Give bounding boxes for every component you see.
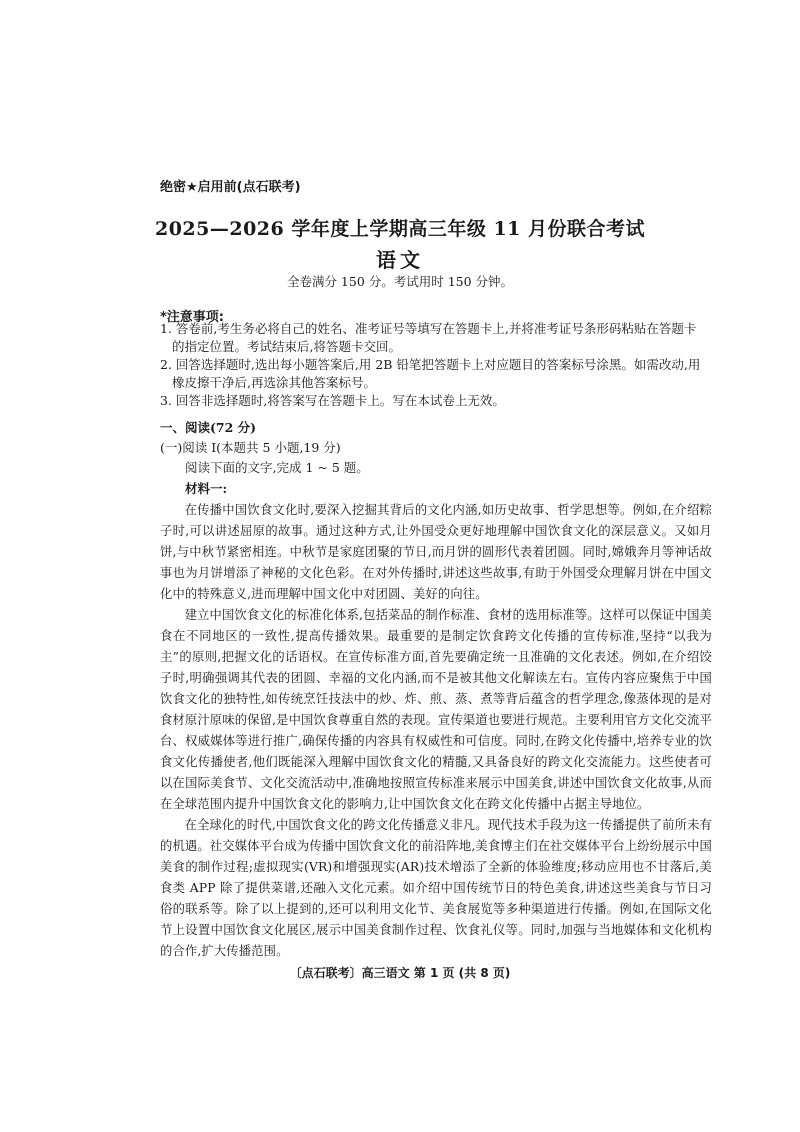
sub-section-heading: (一)阅读 I(本题共 5 小题,19 分) [160, 440, 341, 455]
material-text [160, 500, 712, 962]
secret-label: 绝密★启用前(点石联考) [160, 180, 301, 195]
note-item: 1. 答卷前,考生务必将自己的姓名、准考证号等填写在答题卡上,并将准考证号条形码粘贴在答题卡的指定位置。考试结束后,将答题卡交回。 [160, 321, 697, 354]
reading-instruction: 阅读下面的文字,完成 1 ~ 5 题。 [185, 460, 369, 475]
paragraph: 在传播中国饮食文化时,要深入挖掘其背后的文化内涵,如历史故事、哲学思想等。例如,在介绍粽子时,可以讲述屈原的故事。通过这种方式,让外国受众更好地理解中国饮食文化的深层意义。又如月饼,与中秋节紧密相连。中秋节是家庭团聚的节日,而月饼的圆形代表着团圆。同时,嫦娥奔月等神话故事也为月饼增添了神秘的文化色彩。在对外传播时,讲述这些故事,有助于外国受众理解月饼在中国文化中的特殊意义,进而理解中国文化中对团圆、美好的向往。 [160, 503, 712, 601]
paragraph: 在全球化的时代,中国饮食文化的跨文化传播意义非凡。现代技术手段为这一传播提供了前所未有的机遇。社交媒体平台成为传播中国饮食文化的前沿阵地,美食博主们在社交媒体平台上纷纷展示中国美食的制作过程;虚拟现实(VR)和增强现实(AR)技术增添了全新的体验维度;移动应用也不甘落后,美食类 APP 除了提供菜谱,还融入文化元素。如介绍中国传统节日的特色美食,讲述这些美食与节日习俗的联系等。除了以上提到的,还可以利用文化节、美食展览等多种渠道进行传播。例如,在国际文化节上设置中国饮食文化展区,展示中国美食制作过程、饮食礼仪等。同时,加强与当地媒体和文化机构的合作,扩大传播范围。 [160, 818, 712, 958]
subject-title: 语文 [376, 248, 424, 272]
material-label: 材料一: [185, 481, 228, 496]
section-heading: 一、阅读(72 分) [160, 420, 257, 435]
exam-title: 2025—2026 学年度上学期高三年级 11 月份联合考试 [154, 218, 646, 240]
note-item: 3. 回答非选择题时,将答案写在答题卡上。写在本试卷上无效。 [160, 393, 505, 408]
paragraph: 建立中国饮食文化的标准化体系,包括菜品的制作标准、食材的选用标准等。这样可以保证中国美食在不同地区的一致性,提高传播效果。最重要的是制定饮食跨文化传播的宣传标准,坚持“以我为主”的原则,把握文化的话语权。在宣传标准方面,首先要确定统一且准确的文化表述。例如,在介绍饺子时,明确强调其代表的团圆、幸福的文化内涵,而不是被其他文化解读左右。宣传内容应聚焦于中国饮食文化的独特性,如传统烹饪技法中的炒、炸、煎、蒸、煮等背后蕴含的哲学理念,像蒸体现的是对食材原汁原味的保留,是中国饮食尊重自然的表现。宣传渠道也要进行规范。主要利用官方文化交流平台、权威媒体等进行推广,确保传播的内容具有权威性和可信度。同时,在跨文化传播中,培养专业的饮食文化传播使者,他们既能深入理解中国饮食文化的精髓,又具备良好的跨文化交流能力。这些使者可以在国际美食节、文化交流活动中,准确地按照宣传标准来展示中国美食,讲述中国饮食文化故事,从而在全球范围内提升中国饮食文化的影响力,让中国饮食文化在跨文化传播中占据主导地位。 [160, 608, 712, 811]
note-item: 2. 回答选择题时,选出每小题答案后,用 2B 铅笔把答题卡上对应题目的答案标号涂黑。如需改动,用橡皮擦干净后,再选涂其他答案标号。 [160, 357, 701, 390]
notes-title: *注意事项: [160, 310, 224, 325]
page-footer: 〔点石联考〕高三语文 第 1 页 (共 8 页) [289, 966, 511, 980]
score-time-info: 全卷满分 150 分。考试用时 150 分钟。 [286, 274, 514, 289]
notes-list [160, 320, 708, 410]
